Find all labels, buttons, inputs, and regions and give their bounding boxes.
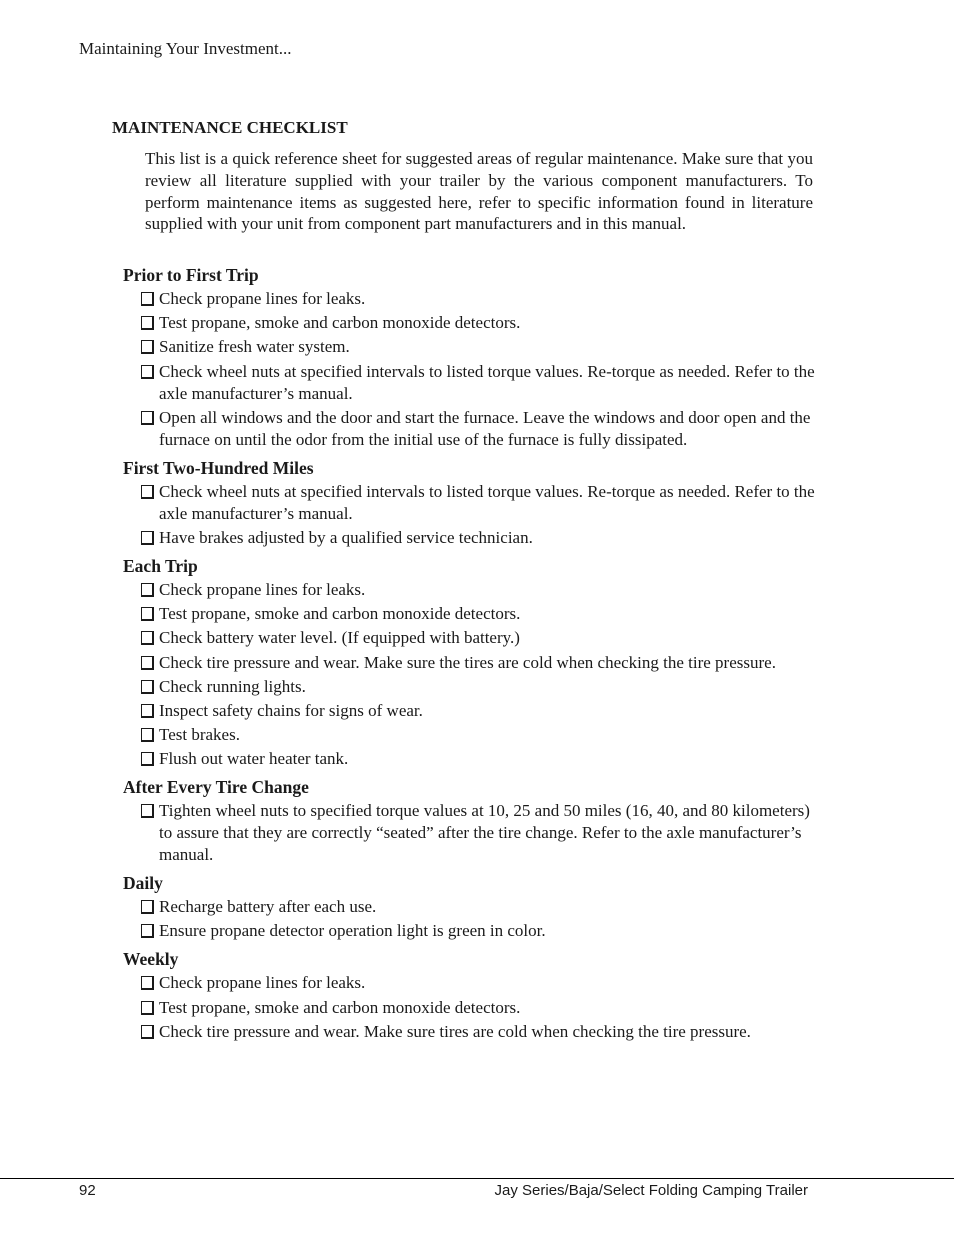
checkbox-icon[interactable] — [141, 365, 154, 379]
checklist-item — [123, 676, 819, 698]
section-title: Daily — [123, 873, 163, 894]
page-number: 92 — [79, 1182, 96, 1199]
checklist-item-text: Test brakes. — [159, 725, 240, 745]
checklist-item — [123, 407, 819, 451]
checklist-item — [123, 579, 819, 601]
checkbox-icon[interactable] — [141, 1001, 154, 1015]
checklist-item-text: Check tire pressure and wear. Make sure tires are cold when checking the tire pressure. — [159, 1021, 751, 1041]
checklist-item-text: Tighten wheel nuts to specified torque values at 10, 25 and 50 miles (16, 40, and 80 kilometers) to assure that they are correctly “seated” after the tire change. Refer to the axle manufacturer’s manual. — [159, 801, 810, 865]
checkbox-icon[interactable] — [141, 485, 154, 499]
section-each-trip — [123, 555, 823, 770]
checklist-item — [123, 896, 819, 918]
checkbox-icon[interactable] — [141, 411, 154, 425]
checklist-item — [123, 800, 819, 866]
checklist-item-text: Check propane lines for leaks. — [159, 973, 366, 993]
checklist-sections — [123, 264, 823, 1049]
running-head: Maintaining Your Investment... — [79, 39, 292, 58]
checklist-item — [123, 997, 819, 1019]
checklist-item — [123, 527, 819, 549]
checkbox-icon[interactable] — [141, 340, 154, 354]
checkbox-icon[interactable] — [141, 752, 154, 766]
section-title: First Two-Hundred Miles — [123, 457, 314, 478]
checkbox-icon[interactable] — [141, 292, 154, 306]
page-title: MAINTENANCE CHECKLIST — [112, 118, 348, 137]
checkbox-icon[interactable] — [141, 804, 154, 818]
checklist-item-text: Recharge battery after each use. — [159, 897, 377, 917]
checkbox-icon[interactable] — [141, 728, 154, 742]
section-weekly — [123, 948, 823, 1042]
checklist-item — [123, 336, 819, 358]
checklist-item — [123, 652, 819, 674]
checklist-item-text: Check propane lines for leaks. — [159, 289, 366, 308]
checklist-item-text: Inspect safety chains for signs of wear. — [159, 700, 423, 720]
checkbox-icon[interactable] — [141, 607, 154, 621]
checklist-item — [123, 627, 819, 649]
checklist-item-text: Sanitize fresh water system. — [159, 337, 350, 357]
checklist-item-text: Test propane, smoke and carbon monoxide detectors. — [159, 997, 521, 1017]
checkbox-icon[interactable] — [141, 316, 154, 330]
checklist-item-text: Ensure propane detector operation light is green in color. — [159, 921, 546, 941]
checkbox-icon[interactable] — [141, 1025, 154, 1039]
checklist-item — [123, 312, 819, 334]
checkbox-icon[interactable] — [141, 680, 154, 694]
checklist-item — [123, 288, 819, 310]
section-title: After Every Tire Change — [123, 777, 309, 798]
section-first-two-hundred-miles — [123, 457, 823, 549]
checklist-item-text: Have brakes adjusted by a qualified service technician. — [159, 527, 533, 547]
checkbox-icon[interactable] — [141, 531, 154, 545]
checklist-item — [123, 972, 819, 994]
section-prior-to-first-trip — [123, 264, 823, 451]
checkbox-icon[interactable] — [141, 656, 154, 670]
footer-divider — [0, 1178, 954, 1179]
checklist-item-text: Check wheel nuts at specified intervals to listed torque values. Re-torque as needed. Refer to the axle manufacturer’s manual. — [159, 481, 815, 523]
checklist-item-text: Check propane lines for leaks. — [159, 579, 366, 599]
checklist-item — [123, 748, 819, 770]
checkbox-icon[interactable] — [141, 631, 154, 645]
checkbox-icon[interactable] — [141, 976, 154, 990]
checklist-item-text: Check tire pressure and wear. Make sure the tires are cold when checking the tire pressure. — [159, 652, 776, 672]
checklist-item — [123, 724, 819, 746]
section-title: Each Trip — [123, 555, 198, 576]
checklist-item-text: Check running lights. — [159, 676, 306, 696]
checkbox-icon[interactable] — [141, 583, 154, 597]
checklist-item — [123, 920, 819, 942]
section-after-every-tire-change — [123, 776, 823, 866]
checklist-item-text: Test propane, smoke and carbon monoxide detectors. — [159, 604, 521, 624]
checklist-item — [123, 700, 819, 722]
checklist-item-text: Test propane, smoke and carbon monoxide detectors. — [159, 313, 521, 333]
section-title: Weekly — [123, 949, 179, 970]
checkbox-icon[interactable] — [141, 900, 154, 914]
section-daily — [123, 872, 823, 942]
checklist-item-text: Open all windows and the door and start the furnace. Leave the windows and door open and the furnace on until the odor from the initial use of the furnace is fully dissipated. — [159, 407, 811, 449]
checklist-item — [123, 603, 819, 625]
checklist-item — [123, 481, 819, 525]
publication-title: Jay Series/Baja/Select Folding Camping Trailer — [494, 1182, 808, 1199]
checklist-item — [123, 361, 819, 405]
intro-paragraph: This list is a quick reference sheet for suggested areas of regular maintenance. Make sure that you review all literature supplied with your trailer by the various component manufacturers. To perform maintenance items as suggested here, refer to specific information found in literature supplied with your unit from component part manufacturers and in this manual. — [145, 149, 813, 234]
checkbox-icon[interactable] — [141, 704, 154, 718]
checklist-item-text: Flush out water heater tank. — [159, 749, 349, 769]
checkbox-icon[interactable] — [141, 924, 154, 938]
checklist-item-text: Check wheel nuts at specified intervals to listed torque values. Re-torque as needed. Refer to the axle manufacturer’s manual. — [159, 361, 815, 403]
checklist-item-text: Check battery water level. (If equipped with battery.) — [159, 628, 520, 648]
section-title: Prior to First Trip — [123, 265, 259, 285]
checklist-item — [123, 1021, 819, 1043]
